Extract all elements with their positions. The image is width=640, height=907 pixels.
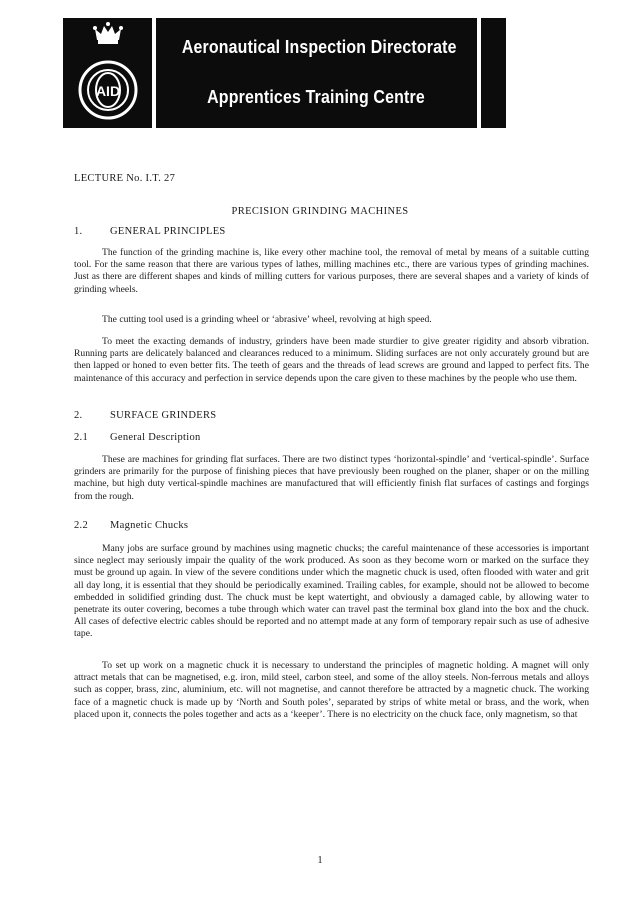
section-heading-2-1: [74, 432, 201, 443]
page-number: 1: [317, 855, 323, 866]
section-number: 1.: [74, 226, 83, 237]
section-title: General Description: [110, 432, 201, 443]
emblem-initials: AID: [95, 83, 121, 99]
section-heading-2: [74, 410, 216, 421]
document-title: PRECISION GRINDING MACHINES: [231, 206, 409, 217]
banner-divider: [152, 18, 156, 128]
header-title-line1: Aeronautical Inspection Directorate: [181, 36, 457, 57]
aid-emblem-logo: [69, 20, 147, 126]
section-heading-2-2: [74, 520, 188, 531]
paragraph-1: The function of the grinding machine is, like every other machine tool, the removal of metal by means of a suitable cutting tool. For the same reason that there are various types of lathes, milling machines etc., there are various types of grinding machines. Just as there are different shapes and kinds of milling cutters for various purposes, there are several shapes and a variety of kinds of grinding wheels.: [74, 247, 589, 295]
paragraph-3: To meet the exacting demands of industry, grinders have been made sturdier to give greater rigidity and absorb vibration. Running parts are delicately balanced and clearances reduced to a minimum. Sliding surfaces are not only accurately ground but are then lapped or honed to even better fits. The teeth of gears and the threads of lead screws are ground and lapped to perfect fits. The maintenance of this accuracy and perfection in service depends upon the care given to these machines by the people who use them.: [74, 336, 589, 384]
section-number: 2.1: [74, 432, 89, 443]
section-title: SURFACE GRINDERS: [110, 410, 217, 421]
lecture-number: LECTURE No. I.T. 27: [74, 173, 176, 184]
section-heading-1: [74, 226, 226, 237]
paragraph-2: The cutting tool used is a grinding wheel or ‘abrasive’ wheel, revolving at high speed.: [102, 314, 432, 325]
section-title: Magnetic Chucks: [110, 520, 189, 531]
section-number: 2.2: [74, 520, 89, 531]
header-title-line2: Apprentices Training Centre: [207, 86, 425, 107]
section-number: 2.: [74, 410, 83, 421]
paragraph-5: Many jobs are surface ground by machines using magnetic chucks; the careful maintenance of these accessories is important since neglect may seriously impair the quality of the work produced. As soon as they become worn or marked on the surface they must be ground up again. In view of the severe conditions under which the magnetic chuck is used, often flooded with water and grit all day long, it is essential that they should be periodically examined. Trailing cables, for example, should not be allowed to become embedded in solidified grinding dust. The chuck must be kept watertight, and obviously a damaged cable, by allowing water to penetrate its outer covering, becomes a tube through which water can travel past the terminal box gland into the box and the chuck. All cases of defective electric cables should be reported and no attempt made at any form of temporary repair such as use of adhesive tape.: [74, 543, 589, 640]
section-title: GENERAL PRINCIPLES: [110, 226, 226, 237]
paragraph-4: These are machines for grinding flat surfaces. There are two distinct types ‘horizontal-spindle’ and ‘vertical-spindle’. Surface grinders are primarily for the purpose of finishing pieces that have previously been roughed on the planer, shaper or on the milling machine, but high duty vertical-spindle machines are manufactured that will efficiently finish flat surfaces of castings and forgings from the rough.: [74, 454, 589, 502]
paragraph-6: To set up work on a magnetic chuck it is necessary to understand the principles of magnetic holding. A magnet will only attract metals that can be magnetised, e.g. iron, mild steel, carbon steel, and some of the alloy steels. Non-ferrous metals and alloys such as copper, brass, zinc, aluminium, etc. will not magnetise, and cannot therefore be attracted by a magnetic chuck. The working face of a magnetic chuck is made up by ‘North and South poles’, separated by strips of white metal or brass, and the work, when placed upon it, connects the poles together and acts as a ‘keeper’. There is no electricity on the chuck face, only magnetism, so that: [74, 660, 589, 720]
banner-right-divider: [477, 18, 481, 128]
